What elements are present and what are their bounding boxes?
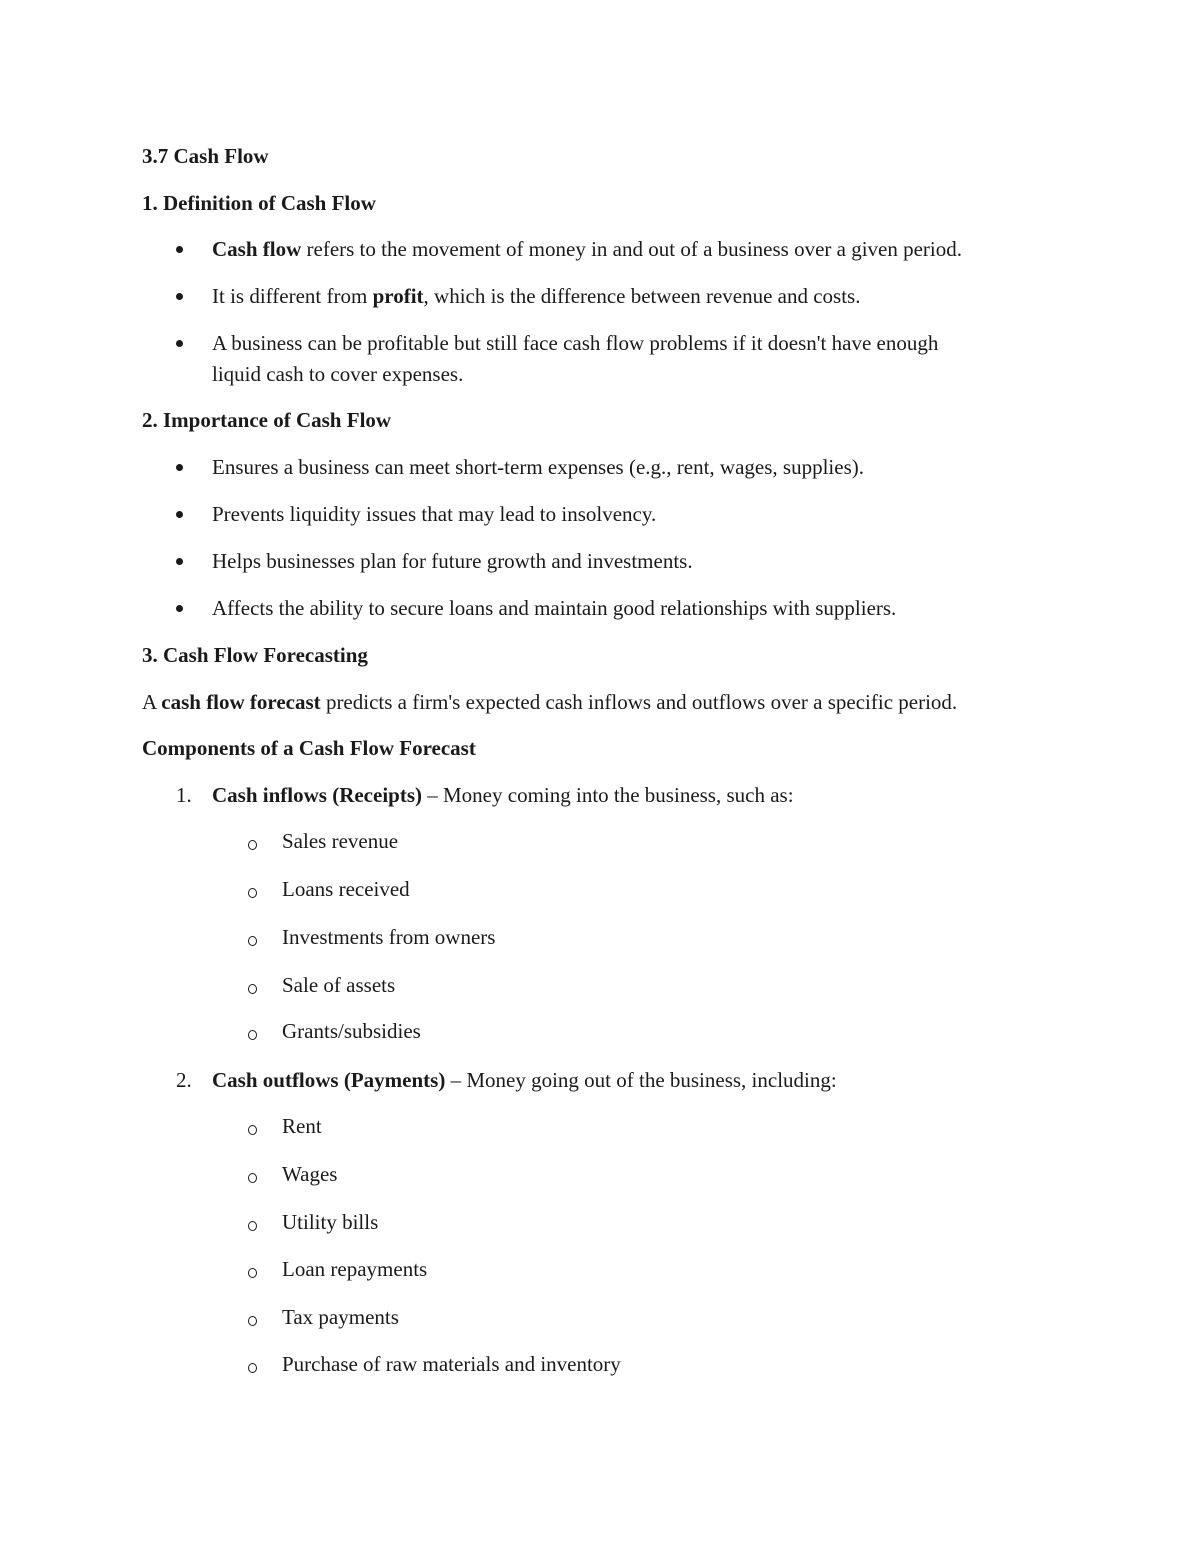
bullet-icon — [176, 340, 183, 347]
numbered-item-text: Cash outflows (Payments) – Money going out of the business, including: — [212, 1068, 837, 1092]
section-heading-definition: 1. Definition of Cash Flow — [142, 191, 376, 215]
bullet-icon — [176, 464, 183, 471]
circle-bullet-icon — [248, 888, 257, 898]
circle-bullet-icon — [248, 936, 257, 946]
bullet-icon — [176, 293, 183, 300]
item-number: 1. — [176, 783, 192, 807]
sub-list-item-text: Utility bills — [282, 1210, 379, 1234]
circle-bullet-icon — [248, 1030, 257, 1040]
list-item-text: A business can be profitable but still face cash flow problems if it doesn't have enough — [212, 331, 939, 355]
bullet-icon — [176, 246, 183, 253]
circle-bullet-icon — [248, 1173, 257, 1183]
list-item-text: It is different from profit, which is the difference between revenue and costs. — [212, 284, 861, 308]
components-heading: Components of a Cash Flow Forecast — [142, 736, 476, 760]
list-item-text: Helps businesses plan for future growth and investments. — [212, 549, 693, 573]
sub-list-item-text: Loan repayments — [282, 1257, 428, 1281]
page-title: 3.7 Cash Flow — [142, 144, 269, 168]
bullet-icon — [176, 511, 183, 518]
circle-bullet-icon — [248, 1268, 257, 1278]
sub-list-item-text: Tax payments — [282, 1305, 399, 1329]
forecast-intro: A cash flow forecast predicts a firm's expected cash inflows and outflows over a specific period. — [142, 690, 958, 714]
circle-bullet-icon — [248, 840, 257, 850]
numbered-item-text: Cash inflows (Receipts) – Money coming into the business, such as: — [212, 783, 794, 807]
sub-list-item-text: Sales revenue — [282, 829, 399, 853]
circle-bullet-icon — [248, 984, 257, 994]
sub-list-item-text: Wages — [282, 1162, 338, 1186]
circle-bullet-icon — [248, 1221, 257, 1231]
sub-list-item-text: Sale of assets — [282, 973, 396, 997]
sub-list-item-text: Purchase of raw materials and inventory — [282, 1352, 621, 1376]
bullet-icon — [176, 605, 183, 612]
list-item-text: Affects the ability to secure loans and maintain good relationships with suppliers. — [212, 596, 897, 620]
sub-list-item-text: Rent — [282, 1114, 322, 1138]
list-item-text: Prevents liquidity issues that may lead to insolvency. — [212, 502, 657, 526]
sub-list-item-text: Grants/subsidies — [282, 1019, 421, 1043]
list-item-text: Cash flow refers to the movement of money in and out of a business over a given period. — [212, 237, 963, 261]
sub-list-item-text: Investments from owners — [282, 925, 496, 949]
item-number: 2. — [176, 1068, 192, 1092]
sub-list-item-text: Loans received — [282, 877, 410, 901]
circle-bullet-icon — [248, 1125, 257, 1135]
section-heading-importance: 2. Importance of Cash Flow — [142, 408, 392, 432]
bullet-icon — [176, 558, 183, 565]
circle-bullet-icon — [248, 1316, 257, 1326]
circle-bullet-icon — [248, 1363, 257, 1373]
list-item-text-continued: liquid cash to cover expenses. — [212, 362, 464, 386]
section-heading-forecasting: 3. Cash Flow Forecasting — [142, 643, 368, 667]
list-item-text: Ensures a business can meet short-term expenses (e.g., rent, wages, supplies). — [212, 455, 864, 479]
